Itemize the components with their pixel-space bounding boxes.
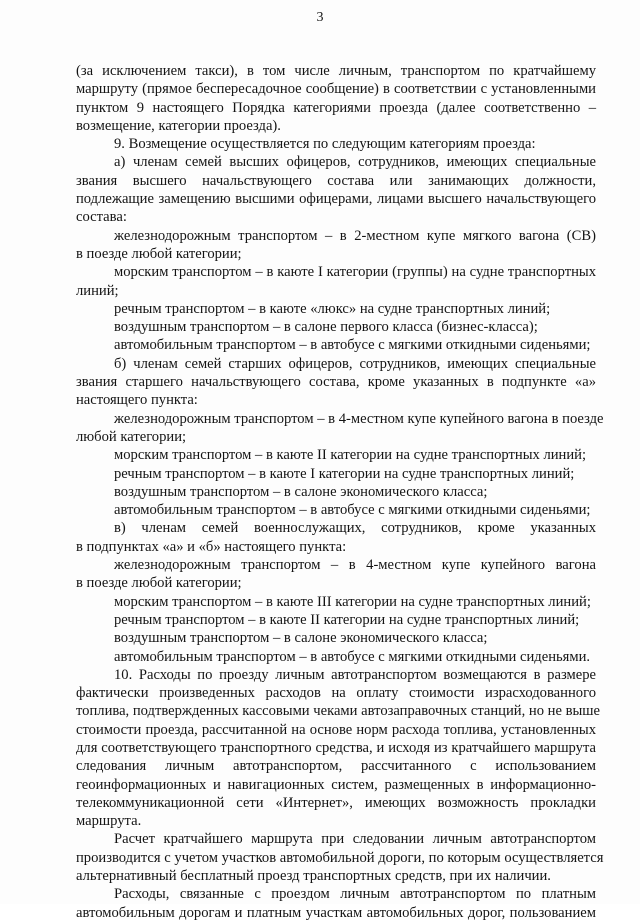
text-line: линий; [76, 282, 119, 299]
text-line: б) членам семей старших офицеров, сотрудников, имеющих специальные [114, 355, 596, 372]
text-line: подлежащие замещению высшими офицерами, лицами высшего начальствующего [76, 191, 596, 208]
text-line: (за исключением такси), в том числе личным, транспортом по кратчайшему [76, 63, 596, 79]
text-line: настоящего пункта: [76, 392, 198, 409]
text-line: в) членам семей военнослужащих, сотрудников, кроме указанных [114, 520, 596, 537]
text-line: маршрута. [76, 813, 142, 830]
text-line: речным транспортом – в каюте I категории на судне транспортных линий; [114, 465, 575, 482]
text-line: звания высшего начальствующего состава или занимающих должности, [76, 172, 596, 189]
text-line: маршруту (прямое беспересадочное сообщение) в соответствии с установленными [76, 81, 596, 98]
text-line: возмещение, категории проезда). [76, 117, 281, 134]
text-line: 10. Расходы по проезду личным автотранспортом возмещаются в размере [114, 666, 596, 683]
text-line: пунктом 9 настоящего Порядка категориями проезда (далее соответственно – [76, 99, 596, 116]
text-line: морским транспортом – в каюте III категории на судне транспортных линий; [114, 593, 591, 610]
text-line: в подпунктах «а» и «б» настоящего пункта: [76, 538, 347, 555]
text-line: в поезде любой категории; [76, 245, 242, 262]
text-line: воздушным транспортом – в салоне экономического класса; [114, 630, 488, 647]
text-line: морским транспортом – в каюте I категории (группы) на судне транспортных [114, 264, 596, 281]
text-line: а) членам семей высших офицеров, сотрудников, имеющих специальные [114, 154, 596, 171]
text-line: автомобильным дорогам и платным участкам автомобильных дорог, пользованием [76, 904, 596, 921]
text-line: морским транспортом – в каюте II категории на судне транспортных линий; [114, 447, 587, 464]
text-line: геоинформационных и навигационных систем, размещенных в информационно- [76, 776, 596, 793]
text-line: автомобильным транспортом – в автобусе с мягкими откидными сиденьями. [114, 648, 591, 665]
text-line: телекоммуникационной сети «Интернет», имеющих возможность прокладки [76, 794, 596, 811]
page-number: 3 [316, 10, 324, 25]
text-line: 9. Возмещение осуществляется по следующим категориям проезда: [114, 136, 536, 153]
text-line: топлива, подтвержденных кассовыми чеками автозаправочных станций, но не выше [76, 703, 601, 720]
text-line: стоимости проезда, рассчитанной на основе норм расхода топлива, установленных [76, 721, 596, 738]
text-line: следования личным автотранспортом, рассчитанного с использованием [76, 758, 596, 775]
text-line: железнодорожным транспортом – в 4-местном купе купейного вагона в поезде [114, 410, 604, 427]
text-line: автомобильным транспортом – в автобусе с мягкими откидными сиденьями; [114, 337, 591, 354]
text-line: в поезде любой категории; [76, 575, 242, 592]
text-line: состава: [76, 209, 127, 226]
text-line: любой категории; [76, 428, 187, 445]
text-line: фактически произведенных расходов на оплату стоимости израсходованного [76, 685, 596, 702]
text-line: производится с учетом участков автомобильной дороги, по которым осуществляется [76, 849, 604, 866]
text-line: звания старшего начальствующего состава, кроме указанных в подпункте «а» [76, 374, 596, 391]
text-line: Расходы, связанные с проездом личным автотранспортом по платным [114, 886, 596, 903]
text-line: воздушным транспортом – в салоне экономического класса; [114, 483, 488, 500]
text-line: речным транспортом – в каюте II категории на судне транспортных линий; [114, 611, 580, 628]
text-line: железнодорожным транспортом – в 2-местном купе мягкого вагона (СВ) [114, 227, 596, 244]
text-line: альтернативный бесплатный проезд транспортных средств, при их наличии. [76, 868, 551, 885]
text-line: воздушным транспортом – в салоне первого класса (бизнес-класса); [114, 319, 538, 336]
text-line: речным транспортом – в каюте «люкс» на судне транспортных линий; [114, 300, 551, 317]
text-line: автомобильным транспортом – в автобусе с мягкими откидными сиденьями; [114, 502, 591, 519]
document-body [76, 62, 604, 922]
text-line: для соответствующего транспортного средства, и исходя из кратчайшего маршрута [76, 739, 596, 756]
text-line: железнодорожным транспортом – в 4-местном купе купейного вагона [114, 557, 596, 574]
text-line: Расчет кратчайшего маршрута при следовании личным автотранспортом [114, 831, 596, 848]
